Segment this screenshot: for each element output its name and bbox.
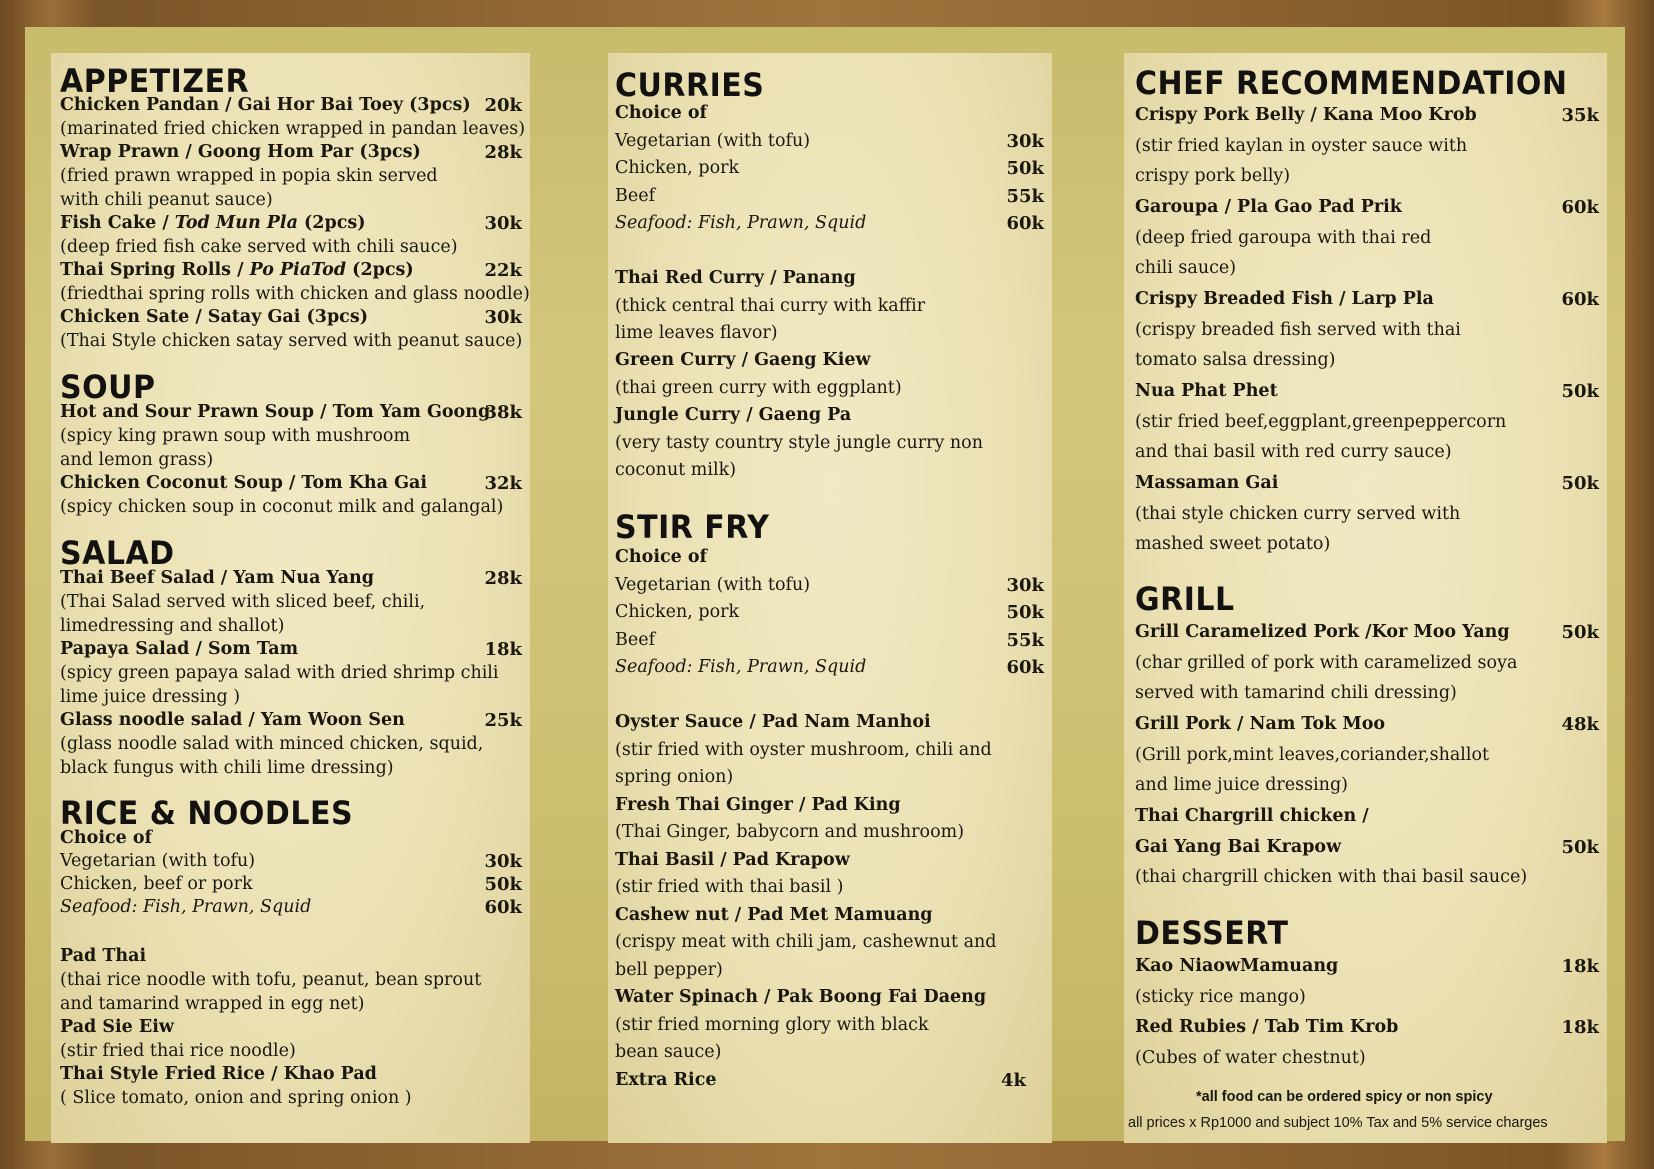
menu-item-price: 28k: [484, 142, 522, 163]
menu-item-name: Papaya Salad / Som Tam: [60, 639, 299, 659]
choice-option: Beef: [615, 630, 656, 650]
menu-item-price: 50k: [1561, 837, 1599, 858]
menu-item-desc: (stir fried morning glory with black: [615, 1015, 929, 1035]
menu-item-name: Garoupa / Pla Gao Pad Prik: [1135, 197, 1402, 217]
choice-price: 30k: [484, 851, 522, 872]
choice-option: Seafood: Fish, Prawn, Squid: [615, 213, 867, 233]
choice-option: Chicken, pork: [615, 602, 740, 622]
menu-item-price: 50k: [1561, 473, 1599, 494]
menu-item-desc: (thai green curry with eggplant): [615, 378, 902, 398]
section-heading-salad: SALAD: [60, 535, 175, 573]
menu-item-desc: (Thai Ginger, babycorn and mushroom): [615, 822, 965, 842]
menu-item-desc: served with tamarind chili dressing): [1135, 683, 1457, 703]
menu-item-name: Green Curry / Gaeng Kiew: [615, 350, 871, 370]
menu-item-desc: (crispy meat with chili jam, cashewnut and: [615, 932, 997, 952]
menu-panel-right: [1124, 53, 1607, 1143]
menu-item-name: Grill Caramelized Pork /Kor Moo Yang: [1135, 622, 1510, 642]
menu-item-desc: (thai style chicken curry served with: [1135, 504, 1461, 524]
menu-item-name: Pad Thai: [60, 946, 147, 966]
menu-item-price: 48k: [1561, 714, 1599, 735]
menu-item-price: 30k: [484, 213, 522, 234]
menu-item-name: Extra Rice: [615, 1070, 717, 1090]
menu-item-desc: ( Slice tomato, onion and spring onion ): [60, 1088, 412, 1108]
menu-item-desc: bean sauce): [615, 1042, 722, 1062]
menu-item-price: 50k: [1561, 381, 1599, 402]
menu-item-desc: spring onion): [615, 767, 734, 787]
section-heading-rice-noodles: RICE & NOODLES: [60, 795, 354, 833]
menu-item-name: Thai Spring Rolls / Po PiaTod (2pcs): [60, 260, 414, 280]
choice-price: 60k: [1006, 213, 1044, 234]
menu-item-desc: (deep fried fish cake served with chili sauce): [60, 237, 458, 257]
menu-item-price: 30k: [484, 307, 522, 328]
choice-price: 50k: [484, 874, 522, 895]
menu-item-desc: (glass noodle salad with minced chicken, squid,: [60, 734, 484, 754]
menu-item-desc: (Thai Style chicken satay served with peanut sauce): [60, 331, 523, 351]
section-heading-chef-recommendation: CHEF RECOMMENDATION: [1135, 65, 1568, 103]
menu-panel-middle: [608, 53, 1052, 1143]
section-heading-curries: CURRIES: [615, 67, 765, 105]
menu-item-name: Crispy Breaded Fish / Larp Pla: [1135, 289, 1434, 309]
menu-item-name: Oyster Sauce / Pad Nam Manhoi: [615, 712, 931, 732]
menu-item-name: Pad Sie Eiw: [60, 1017, 174, 1037]
menu-item-desc: bell pepper): [615, 960, 723, 980]
choice-option: Seafood: Fish, Prawn, Squid: [60, 897, 312, 917]
choice-price: 30k: [1006, 131, 1044, 152]
menu-item-price: 38k: [484, 402, 522, 423]
section-heading-grill: GRILL: [1135, 581, 1235, 619]
menu-item-name: Wrap Prawn / Goong Hom Par (3pcs): [60, 142, 421, 162]
spicy-note: *all food can be ordered spicy or non spicy: [1196, 1089, 1493, 1105]
section-heading-soup: SOUP: [60, 369, 156, 407]
menu-item-desc: tomato salsa dressing): [1135, 350, 1336, 370]
menu-item-name: Water Spinach / Pak Boong Fai Daeng: [615, 987, 987, 1007]
menu-item-name: Hot and Sour Prawn Soup / Tom Yam Goong: [60, 402, 491, 422]
menu-item-name: Thai Chargrill chicken /: [1135, 806, 1369, 826]
choice-price: 30k: [1006, 575, 1044, 596]
menu-item-desc: (stir fried kaylan in oyster sauce with: [1135, 136, 1468, 156]
menu-item-name: Crispy Pork Belly / Kana Moo Krob: [1135, 105, 1477, 125]
menu-item-name: Thai Beef Salad / Yam Nua Yang: [60, 568, 374, 588]
choice-option: Seafood: Fish, Prawn, Squid: [615, 657, 867, 677]
menu-item-desc: (sticky rice mango): [1135, 987, 1306, 1007]
menu-item-desc: (Thai Salad served with sliced beef, chili,: [60, 592, 426, 612]
choice-price: 50k: [1006, 602, 1044, 623]
menu-item-name: Chicken Coconut Soup / Tom Kha Gai: [60, 473, 428, 493]
menu-item-desc: limedressing and shallot): [60, 616, 285, 636]
menu-item-name: Cashew nut / Pad Met Mamuang: [615, 905, 933, 925]
choice-label: Choice of: [615, 103, 708, 123]
section-heading-stir-fry: STIR FRY: [615, 509, 770, 547]
menu-item-price: 25k: [484, 710, 522, 731]
choice-price: 55k: [1006, 630, 1044, 651]
choice-option: Chicken, pork: [615, 158, 740, 178]
menu-item-desc: (friedthai spring rolls with chicken and glass noodle): [60, 284, 530, 304]
menu-item-desc: black fungus with chili lime dressing): [60, 758, 394, 778]
menu-item-desc: (stir fried thai rice noodle): [60, 1041, 296, 1061]
menu-item-desc: chili sauce): [1135, 258, 1237, 278]
menu-item-name: Jungle Curry / Gaeng Pa: [615, 405, 852, 425]
menu-item-name: Fish Cake / Tod Mun Pla (2pcs): [60, 213, 366, 233]
menu-item-desc: (very tasty country style jungle curry non: [615, 433, 983, 453]
menu-item-desc: (spicy king prawn soup with mushroom: [60, 426, 411, 446]
menu-item-price: 18k: [1561, 1017, 1599, 1038]
menu-item-desc: (marinated fried chicken wrapped in pandan leaves): [60, 119, 526, 139]
menu-item-desc: (deep fried garoupa with thai red: [1135, 228, 1432, 248]
section-heading-appetizer: APPETIZER: [60, 63, 250, 101]
menu-item-price: 60k: [1561, 289, 1599, 310]
menu-item-name: Grill Pork / Nam Tok Moo: [1135, 714, 1386, 734]
menu-item-desc: (spicy chicken soup in coconut milk and galangal): [60, 497, 504, 517]
menu-item-desc: (thick central thai curry with kaffir: [615, 296, 926, 316]
menu-item-desc: (stir fried with oyster mushroom, chili and: [615, 740, 992, 760]
menu-item-price: 18k: [1561, 956, 1599, 977]
menu-item-desc: crispy pork belly): [1135, 166, 1291, 186]
menu-item-desc: with chili peanut sauce): [60, 190, 273, 210]
choice-option: Beef: [615, 186, 656, 206]
menu-item-price: 60k: [1561, 197, 1599, 218]
menu-item-desc: (Cubes of water chestnut): [1135, 1048, 1366, 1068]
menu-item-name: Thai Style Fried Rice / Khao Pad: [60, 1064, 377, 1084]
menu-item-desc: (stir fried beef,eggplant,greenpeppercorn: [1135, 412, 1507, 432]
menu-item-price: 32k: [484, 473, 522, 494]
menu-panel-left: [51, 53, 530, 1143]
menu-item-price: 50k: [1561, 622, 1599, 643]
menu-item-desc: and lime juice dressing): [1135, 775, 1348, 795]
menu-item-desc: coconut milk): [615, 460, 737, 480]
menu-item-name: Fresh Thai Ginger / Pad King: [615, 795, 901, 815]
menu-item-desc: (spicy green papaya salad with dried shrimp chili: [60, 663, 499, 683]
menu-item-name: Nua Phat Phet: [1135, 381, 1278, 401]
menu-item-desc: (thai chargrill chicken with thai basil sauce): [1135, 867, 1528, 887]
choice-option: Vegetarian (with tofu): [60, 851, 256, 871]
section-heading-dessert: DESSERT: [1135, 915, 1289, 953]
menu-item-desc: lime leaves flavor): [615, 323, 778, 343]
menu-item-name: Glass noodle salad / Yam Woon Sen: [60, 710, 405, 730]
menu-item-price: 22k: [484, 260, 522, 281]
menu-item-desc: lime juice dressing ): [60, 687, 241, 707]
choice-option: Chicken, beef or pork: [60, 874, 253, 894]
menu-item-name: Gai Yang Bai Krapow: [1135, 837, 1342, 857]
menu-item-name: Chicken Pandan / Gai Hor Bai Toey (3pcs): [60, 95, 471, 115]
choice-price: 60k: [1006, 657, 1044, 678]
menu-item-name: Thai Basil / Pad Krapow: [615, 850, 850, 870]
menu-item-name: Thai Red Curry / Panang: [615, 268, 856, 288]
choice-price: 55k: [1006, 186, 1044, 207]
menu-item-price: 4k: [1001, 1070, 1026, 1091]
menu-item-name: Red Rubies / Tab Tim Krob: [1135, 1017, 1399, 1037]
menu-item-price: 35k: [1561, 105, 1599, 126]
menu-item-name: Chicken Sate / Satay Gai (3pcs): [60, 307, 368, 327]
menu-item-desc: mashed sweet potato): [1135, 534, 1331, 554]
choice-option: Vegetarian (with tofu): [615, 131, 811, 151]
menu-item-desc: and tamarind wrapped in egg net): [60, 994, 365, 1014]
choice-price: 50k: [1006, 158, 1044, 179]
menu-item-price: 28k: [484, 568, 522, 589]
choice-price: 60k: [484, 897, 522, 918]
choice-label: Choice of: [615, 547, 708, 567]
menu-item-desc: (Grill pork,mint leaves,coriander,shallot: [1135, 745, 1490, 765]
menu-item-desc: (fried prawn wrapped in popia skin served: [60, 166, 438, 186]
menu-item-desc: (stir fried with thai basil ): [615, 877, 844, 897]
menu-item-desc: and thai basil with red curry sauce): [1135, 442, 1452, 462]
menu-item-name: Kao NiaowMamuang: [1135, 956, 1339, 976]
menu-item-price: 18k: [484, 639, 522, 660]
menu-item-name: Massaman Gai: [1135, 473, 1279, 493]
menu-item-desc: (char grilled of pork with caramelized soya: [1135, 653, 1518, 673]
menu-item-desc: (thai rice noodle with tofu, peanut, bean sprout: [60, 970, 482, 990]
choice-option: Vegetarian (with tofu): [615, 575, 811, 595]
menu-item-desc: (crispy breaded fish served with thai: [1135, 320, 1461, 340]
price-note: all prices x Rp1000 and subject 10% Tax and 5% service charges: [1128, 1115, 1548, 1131]
menu-item-desc: and lemon grass): [60, 450, 214, 470]
choice-label: Choice of: [60, 828, 153, 848]
menu-item-price: 20k: [484, 95, 522, 116]
